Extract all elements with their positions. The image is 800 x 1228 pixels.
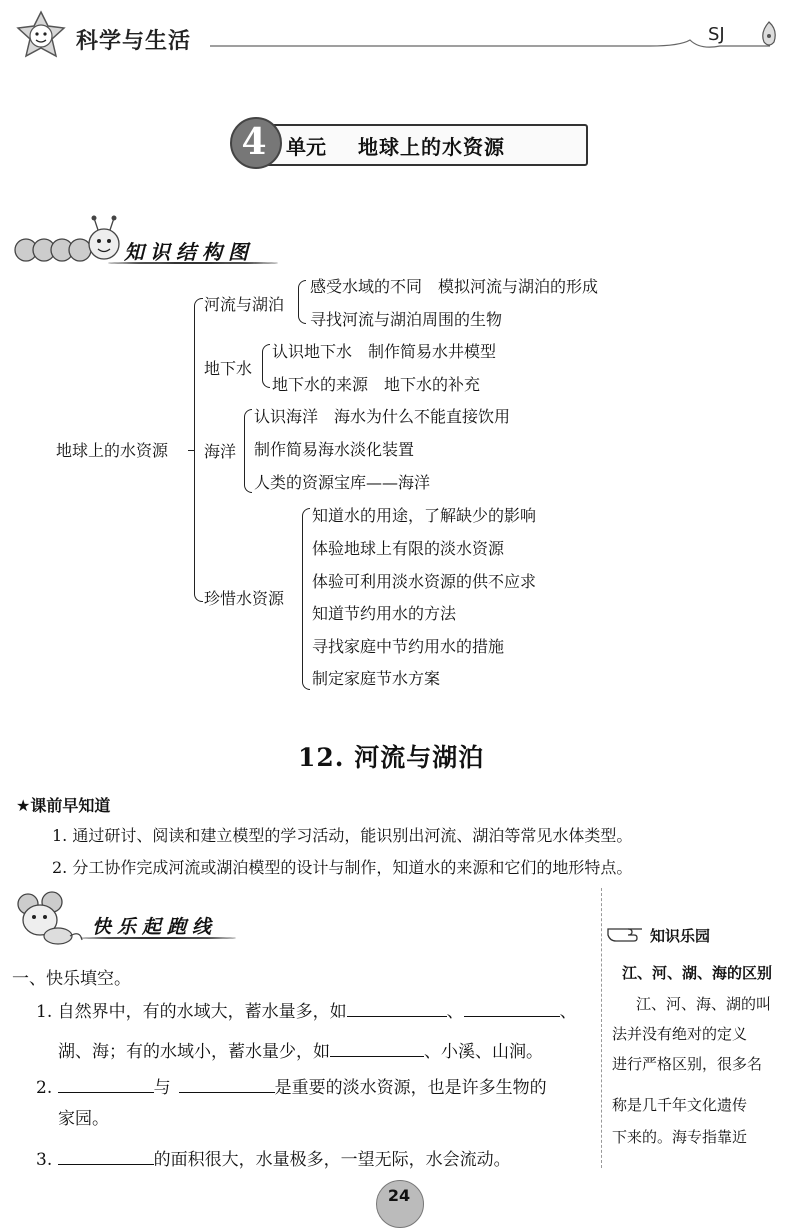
question-text: 自然界中，有的水域大，蓄水量多，如 (57, 1002, 347, 1022)
question-2-line-2 (58, 1108, 109, 1130)
answer-blank[interactable] (179, 1074, 275, 1093)
structure-badge-label: 知识结构图 (124, 240, 254, 264)
branch-item: 体验地球上有限的淡水资源 (312, 539, 505, 558)
lesson-title: 12. 河流与湖泊 (298, 743, 485, 772)
structure-root: 地球上的水资源 (56, 441, 169, 460)
question-text: 的面积很大，水量极多，一望无际，水会流动。 (153, 1150, 511, 1170)
question-number: 2. (36, 1078, 53, 1098)
unit-number: 4 (241, 121, 267, 163)
answer-blank[interactable] (330, 1038, 424, 1057)
unit-label: 单元 (286, 135, 326, 159)
answer-blank[interactable] (58, 1146, 154, 1165)
structure-main-bracket-tick (188, 450, 194, 451)
structure-badge-underline (108, 262, 278, 264)
sidebar-line: 称是几千年文化遗传 (612, 1096, 748, 1114)
page-number: 24 (387, 1186, 411, 1205)
question-1-line-2 (58, 1038, 543, 1063)
sidebar-line: 江、河、海、湖的叫 (636, 995, 772, 1013)
branch-name: 地下水 (204, 359, 253, 378)
branch-bracket (298, 280, 306, 324)
branch-bracket (244, 409, 252, 493)
answer-blank[interactable] (58, 1074, 154, 1093)
branch-item: 制作简易海水淡化装置 (254, 440, 415, 459)
branch-name: 海洋 (204, 442, 237, 461)
header-rule (210, 36, 770, 56)
question-separator: 、 (446, 1002, 464, 1022)
branch-item: 寻找家庭中节约用水的措施 (312, 637, 505, 656)
branch-name: 珍惜水资源 (204, 589, 285, 608)
question-separator: 、 (559, 1002, 577, 1022)
branch-item: 认识地下水 制作简易水井模型 (272, 342, 497, 361)
header-title: 科学与生活 (76, 29, 192, 54)
branch-bracket (262, 344, 270, 388)
question-text: 家园。 (58, 1109, 109, 1129)
question-text: 湖、海；有的水域小，蓄水量少，如 (58, 1042, 330, 1062)
question-text: 、小溪、山涧。 (424, 1042, 543, 1062)
branch-item: 体验可利用淡水资源的供不应求 (312, 572, 537, 591)
structure-main-bracket (194, 298, 203, 602)
sidebar-line: 进行严格区别，很多名 (612, 1055, 763, 1073)
branch-item: 制定家庭节水方案 (312, 669, 441, 688)
question-text: 是重要的淡水资源，也是许多生物的 (274, 1078, 547, 1098)
answer-blank[interactable] (464, 998, 560, 1017)
section-heading: 一、快乐填空。 (12, 969, 131, 989)
prep-item: 1. 通过研讨、阅读和建立模型的学习活动，能识别出河流、湖泊等常见水体类型。 (52, 826, 633, 845)
branch-item: 知道水的用途，了解缺少的影响 (312, 506, 537, 525)
leaf-icon (756, 20, 782, 50)
sidebar-divider (601, 888, 602, 1168)
branch-item: 知道节约用水的方法 (312, 604, 457, 623)
sidebar-heading: 江、河、湖、海的区别 (622, 964, 773, 982)
answer-blank[interactable] (347, 998, 447, 1017)
sidebar-line: 下来的。海专指靠近 (612, 1128, 748, 1146)
branch-item: 认识海洋 海水为什么不能直接饮用 (254, 407, 511, 426)
caterpillar-icon (10, 212, 126, 270)
question-1-line-1 (36, 998, 577, 1023)
branch-name: 河流与湖泊 (204, 295, 285, 314)
branch-item: 寻找河流与湖泊周围的生物 (310, 310, 503, 329)
question-3-line-1 (36, 1146, 511, 1171)
pointing-hand-icon (606, 921, 646, 947)
branch-item: 感受水域的不同 模拟河流与湖泊的形成 (310, 277, 599, 296)
branch-bracket (302, 508, 310, 690)
sidebar-line: 法并没有绝对的定义 (612, 1025, 748, 1043)
mascot-icon (10, 8, 72, 64)
header-code: SJ (708, 24, 725, 45)
question-2-line-1 (36, 1074, 547, 1099)
question-number: 3. (36, 1150, 53, 1170)
branch-item: 地下水的来源 地下水的补充 (272, 375, 481, 394)
mouse-icon (14, 890, 86, 946)
prep-heading: ★课前早知道 (16, 796, 111, 815)
unit-title: 地球上的水资源 (358, 135, 505, 159)
start-badge-label: 快乐起跑线 (92, 916, 218, 938)
question-text: 与 (153, 1078, 171, 1098)
sidebar-badge: 知识乐园 (650, 927, 711, 945)
question-number: 1. (36, 1002, 53, 1022)
start-badge-underline (80, 937, 236, 939)
prep-item: 2. 分工协作完成河流或湖泊模型的设计与制作，知道水的来源和它们的地形特点。 (52, 858, 633, 877)
branch-item: 人类的资源宝库——海洋 (254, 473, 431, 492)
